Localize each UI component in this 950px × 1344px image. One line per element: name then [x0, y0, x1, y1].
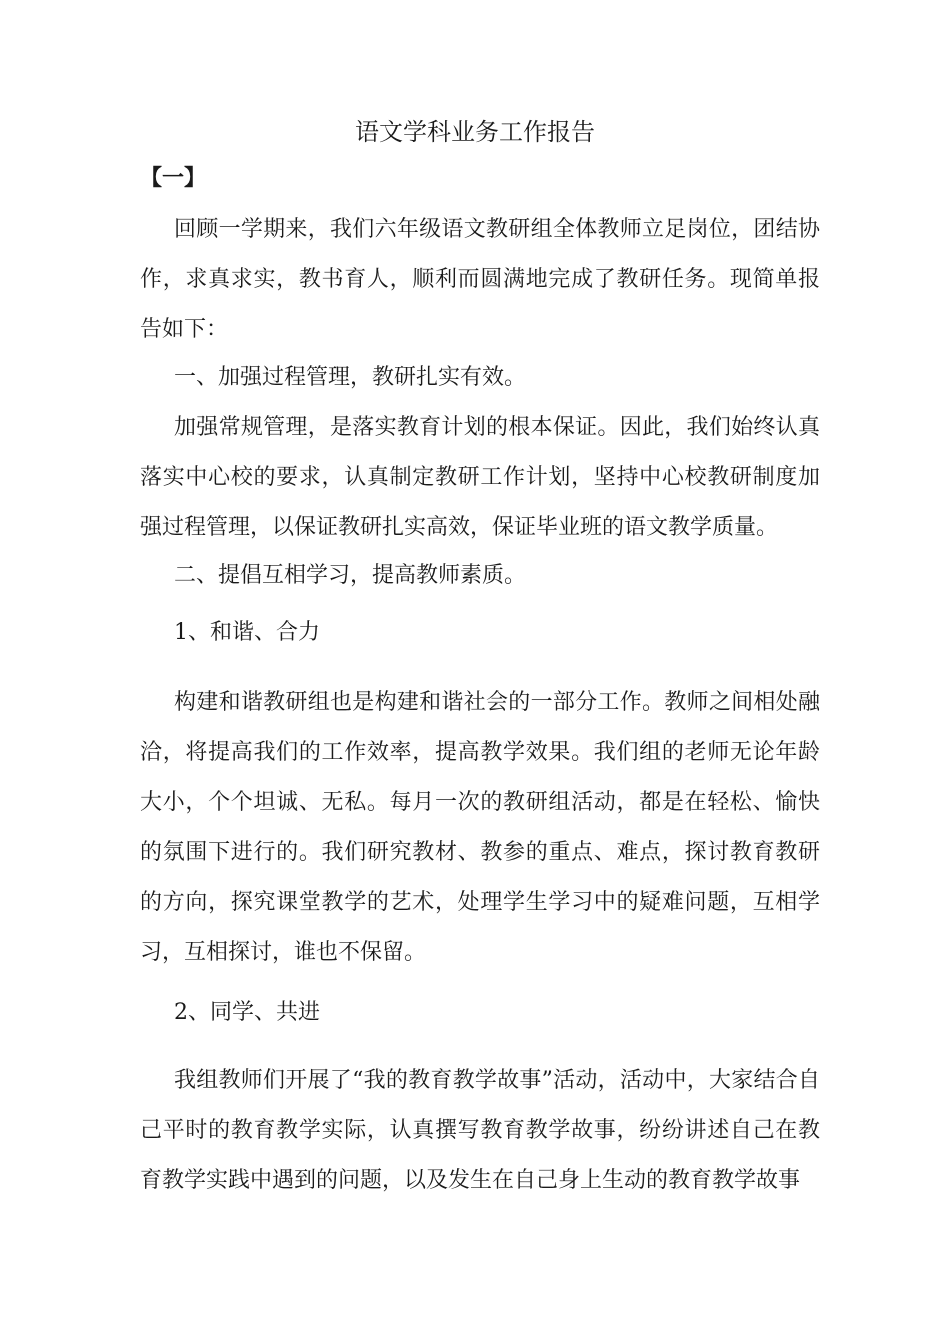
- document-title: 语文学科业务工作报告: [355, 118, 595, 146]
- heading-section-two: 二、提倡互相学习，提高教师素质。: [174, 563, 527, 588]
- subheading-harmony: 1、和谐、合力: [174, 620, 320, 645]
- paragraph-stories: 我组教师们开展了“我的教育教学故事”活动，活动中，大家结合自己平时的教育教学实际，认真撰写教育教学故事，纷纷讲述自己在教育教学实践中遇到的问题，以及发生在自己身上生动的教育教学故事: [140, 1068, 820, 1193]
- heading-section-one: 一、加强过程管理，教研扎实有效。: [174, 365, 527, 390]
- paragraph-harmony: 构建和谐教研组也是构建和谐社会的一部分工作。教师之间相处融洽，将提高我们的工作效率，提高教学效果。我们组的老师无论年龄大小，个个坦诚、无私。每月一次的教研组活动，都是在轻松、愉快的氛围下进行的。我们研究教材、教参的重点、难点，探讨教育教研的方向，探究课堂教学的艺术，处理学生学习中的疑难问题，互相学习，互相探讨，谁也不保留。: [140, 690, 820, 965]
- paragraph-management: 加强常规管理，是落实教育计划的根本保证。因此，我们始终认真落实中心校的要求，认真制定教研工作计划，坚持中心校教研制度加强过程管理，以保证教研扎实高效，保证毕业班的语文教学质量。: [140, 415, 820, 540]
- paragraph-intro: 回顾一学期来，我们六年级语文教研组全体教师立足岗位，团结协作，求真求实，教书育人，顺利而圆满地完成了教研任务。现简单报告如下：: [140, 217, 820, 342]
- section-marker: 【一】: [140, 166, 207, 191]
- subheading-together: 2、同学、共进: [174, 1000, 320, 1025]
